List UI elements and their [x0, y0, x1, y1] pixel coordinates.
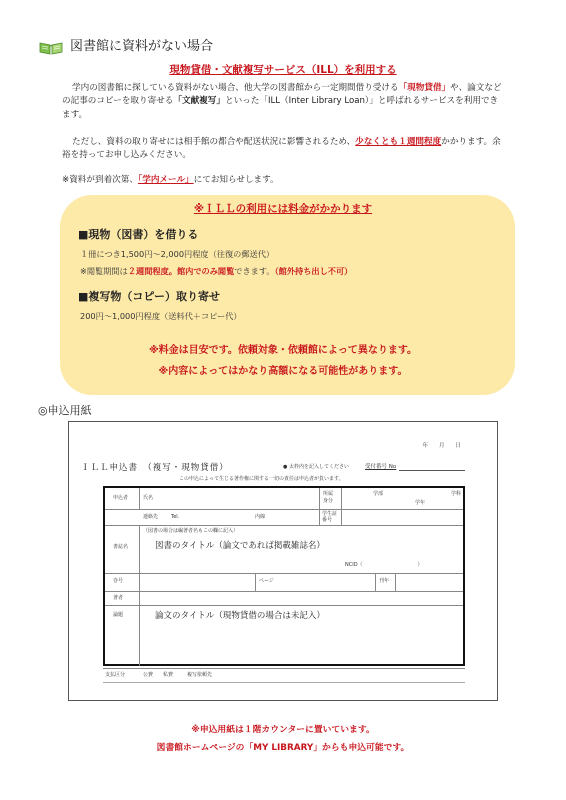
- lab-page: ページ: [259, 578, 274, 584]
- lab-year: 学年: [415, 500, 426, 506]
- p3-text-c: にてお知らせします。: [193, 175, 279, 185]
- p2-text-a: ただし、資料の取り寄せには相手館の都合や配送状況に影響されるため、: [72, 137, 356, 147]
- bottom-note-1: ※申込用紙は１階カウンターに置いています。: [191, 725, 375, 735]
- loan-period-line: [80, 265, 352, 277]
- lab-payment: 支払区分: [105, 672, 126, 678]
- lab-ncid: NCID（ ）: [345, 562, 423, 568]
- notice-paragraph: [62, 174, 502, 187]
- loan-period-d: （館外持ち出し不可）: [274, 266, 353, 276]
- copy-section-title: ■複写物（コピー）取り寄せ: [78, 290, 220, 303]
- form-date: 年 月 日: [422, 443, 461, 449]
- form-title: ＩＬＬ申込書 （複写・現物貸借）: [81, 463, 229, 473]
- p3-text-a: ※資料が到着次第、: [62, 175, 138, 185]
- lab-applicant: 申込者: [113, 495, 129, 501]
- form-note-right: ● 太枠内を記入してください: [283, 464, 349, 470]
- lab-author: 著者: [113, 595, 124, 601]
- lab-vol: 巻号: [113, 578, 124, 584]
- form-section-title: ◎申込用紙: [38, 404, 92, 417]
- loan-period-a: ※閲覧期間は: [80, 266, 128, 276]
- article-title-hint: 論文のタイトル（現物貸借の場合は未記入）: [155, 611, 325, 621]
- loan-period-b: ２週間程度。館内でのみ閲覧: [127, 266, 235, 276]
- p1-copy-term: 「文献複写」: [173, 96, 225, 107]
- fee-warning-2: ※内容によってはかなり高額になる可能性があります。: [158, 366, 408, 377]
- book-icon: [38, 39, 64, 55]
- lab-dept: 学科: [451, 491, 462, 497]
- lab-pay1: 公費: [143, 672, 154, 678]
- service-subtitle: 現物貸借・文献複写サービス（ILL）を利用する: [169, 64, 397, 76]
- form-caution: この申込によって生じる著作権に関する一切の責任は申込者が負います。: [179, 476, 344, 482]
- bottom-note-2: 図書館ホームページの「MY LIBRARY」からも申込可能です。: [156, 743, 410, 753]
- loan-fee-line: １冊につき1,500円～2,000円程度（往復の郵送代）: [80, 249, 275, 259]
- loan-period-c: できます。: [234, 266, 275, 276]
- copy-fee-line: 200円～1,000円程度（送料代＋コピー代）: [80, 311, 242, 321]
- form-receipt: 受付番号 No: [365, 464, 397, 470]
- form-main-table: [103, 486, 465, 666]
- p2-text-c: かかります。余裕を持ってお申し込みください。: [62, 137, 501, 161]
- p3-mail: 「学内メール」: [137, 175, 194, 185]
- p2-period: 少なくとも１週間程度: [355, 137, 442, 147]
- lab-ext: 内線: [255, 514, 266, 520]
- lab-pubyear: 刊年: [379, 578, 390, 584]
- book-title-hint: 図書のタイトル（論文であれば掲載雑誌名）: [155, 541, 325, 551]
- p1-loan-term: 「現物貸借」: [398, 83, 451, 93]
- lab-pay2: 私費: [163, 672, 174, 678]
- lab-bookname: 書誌名: [113, 544, 129, 550]
- p1-text-a: 学内の図書館に探している資料がない場合、他大学の図書館から一定期間借り受ける: [72, 83, 399, 93]
- lab-copytype: 複写依頼先: [187, 672, 213, 678]
- heading-text: 図書館に資料がない場合: [70, 39, 214, 54]
- lab-student-no: 学生証 番号: [322, 511, 338, 523]
- intro-paragraph: [62, 82, 502, 122]
- lab-article: 論題: [113, 612, 124, 618]
- p1-text-e: といった「ILL（Inter Library Loan）」と呼ばれるサービスを利用できます。: [62, 96, 499, 120]
- timing-paragraph: [62, 136, 502, 163]
- fee-box-title: ※ＩＬＬの利用には料金がかかります: [193, 203, 373, 215]
- loan-section-title: ■現物（図書）を借りる: [78, 228, 199, 241]
- application-form-sample: [68, 421, 498, 701]
- section-heading: [38, 37, 213, 57]
- lab-bookname-note: （図書の場合は編著者名もこの欄に記入）: [143, 528, 239, 534]
- lab-tel: Tel.: [171, 514, 180, 520]
- lab-affiliation: 所属 身分: [323, 491, 334, 504]
- lab-contact: 連絡先: [143, 514, 159, 520]
- lab-faculty: 学部: [373, 491, 384, 497]
- p1-text-c: や、論文などの記事のコピーを取り寄せる: [62, 83, 502, 107]
- lab-name: 氏名: [143, 495, 154, 501]
- fee-warning-1: ※料金は目安です。依頼対象・依頼館によって異なります。: [148, 345, 418, 356]
